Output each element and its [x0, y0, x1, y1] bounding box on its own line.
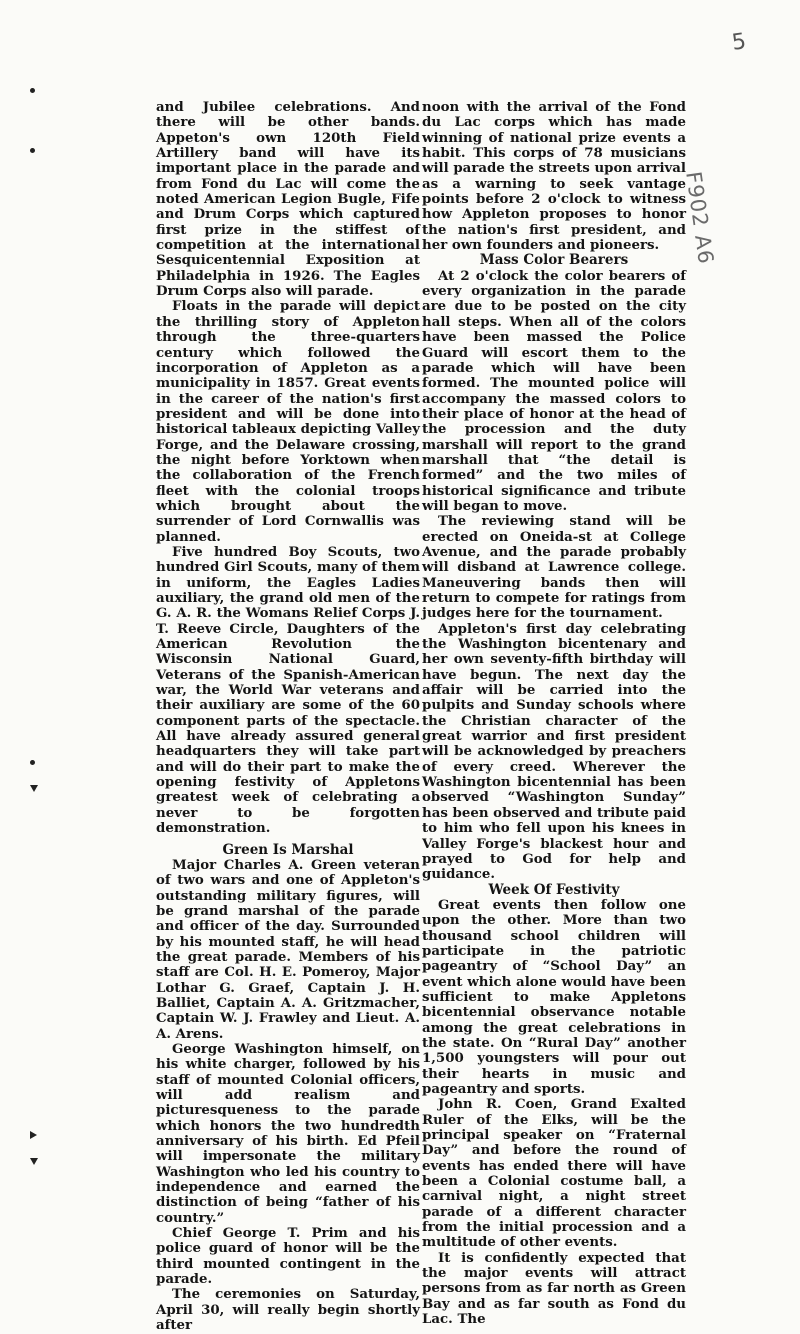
paragraph-first-day: Appleton's first day celebrating the Washington bicentenary and her own seventy-fifth birthday will have begun. The next day the affair will be carried into the pulpits and Sunday schools where the Christian character of the great warrior and first president will be acknowledged by preachers of every creed. Wherever the Washington bicentennial has been observed “Washington Sunday” has been observed and tribute paid to him who fell upon his knees in Valley Forge's blackest hour and prayed to God for help and guidance. [422, 620, 686, 883]
paragraph-fond-du-lac-corps: noon with the arrival of the Fond du Lac corps which has made winning of national prize events a habit. This corps of 78 musicians will parade the streets upon arrival as a warning to seek vantage points before 2 o'clock to witness how Appleton proposes to honor the nation's first president, and her own founders and pioneers. [422, 99, 686, 254]
page-number: 5 [730, 29, 748, 56]
heading-mass-color-bearers: Mass Color Bearers [479, 252, 629, 269]
margin-bullet-icon [30, 148, 35, 153]
paragraph-scouts: Five hundred Boy Scouts, two hundred Girl Scouts, many of them in uniform, the Eagles Ladies auxiliary, the grand old men of the G. A. R. the Womans Relief Corps J. T. Reeve Circle, Daughters of the American Revolution the Wisconsin National Guard, Veterans of the Spanish-American war, the World War veterans and their auxiliary are some of the 60 component parts of the spectacle. All have already assured general headquarters they will take part and will do their part to make the opening festivity of Appletons greatest week of celebrating a never to be forgotten demonstration. [156, 543, 420, 837]
right-column [422, 100, 686, 1328]
margin-bullet-icon [30, 88, 35, 93]
margin-triangle-down-icon [30, 785, 38, 792]
paragraph-color-bearers: At 2 o'clock the color bearers of every organization in the parade are due to be posted on the city hall steps. When all of the colors have been massed the Police Guard will escort them to the parade which will have been formed. The mounted police will accompany the massed colors to their place of honor at the head of the procession and the duty marshall will report to the grand marshall that “the detail is formed” and the two miles of historical significance and tribute will began to move. [422, 267, 686, 514]
paragraph-ceremonies: The ceremonies on Saturday, April 30, will really begin shortly after [156, 1286, 420, 1334]
heading-green-is-marshal: Green Is Marshal [222, 841, 354, 858]
margin-triangle-right-icon [30, 1131, 37, 1139]
paragraph-great-events: Great events then follow one upon the other. More than two thousand school children will participate in the patriotic pageantry of “School Day” an event which alone would have been sufficient to make Appletons bicentennial observance notable among the great celebrations in the state. On “Rural Day” another 1,500 youngsters will pour out their hearts in music and pageantry and sports. [422, 896, 686, 1097]
paragraph-george-washington: George Washington himself, on his white charger, followed by his staff of mounted Colonial officers, will add realism and picturesqueness to the parade which honors the two hundredth anniversary of his birth. Ed Pfeil will impersonate the military Washington who led his country to independence and earned the distinction of being “father of his country.” [156, 1040, 420, 1226]
paragraph-confidently-expected: It is confidently expected that the major events will attract persons from as far north as Green Bay and as far south as Fond du Lac. The [422, 1249, 686, 1328]
margin-handwritten-note: F902 A6 [681, 170, 719, 267]
paragraph-bands: and Jubilee celebrations. And there will be other bands. Appeton's own 120th Field Artillery band will have its important place in the parade and from Fond du Lac will come the noted American Legion Bugle, Fife and Drum Corps which captured first prize in the stiffest of competition at the international Sesquicentennial Exposition at Philadelphia in 1926. The Eagles Drum Corps also will parade. [156, 99, 420, 300]
margin-triangle-down-icon [30, 1158, 38, 1165]
paragraph-major-green: Major Charles A. Green veteran of two wars and one of Appleton's outstanding military figures, will be grand marshal of the parade and officer of the day. Surrounded by his mounted staff, he will head the great parade. Members of his staff are Col. H. E. Pomeroy, Major Lothar G. Graef, Captain J. H. Balliet, Captain A. A. Gritzmacher, Captain W. J. Frawley and Lieut. A. A. Arens. [156, 856, 420, 1042]
paragraph-floats: Floats in the parade will depict the thrilling story of Appleton through the three-quarters century which followed the incorporation of Appleton as a municipality in 1857. Great events in the career of the nation's first president and will be done into historical tableaux depicting Valley Forge, and the Delaware crossing, the night before Yorktown when the collaboration of the French fleet with the colonial troops which brought about the surrender of Lord Cornwallis was planned. [156, 298, 420, 545]
paragraph-john-coen: John R. Coen, Grand Exalted Ruler of the Elks, will be the principal speaker on “Fraternal Day” and before the round of events has ended there will have been a Colonial costume ball, a carnival night, a night street parade of a different character from the initial procession and a multitude of other events. [422, 1096, 686, 1251]
paragraph-chief-prim: Chief George T. Prim and his police guard of honor will be the third mounted contingent in the parade. [156, 1225, 420, 1288]
heading-week-of-festivity: Week Of Festivity [488, 881, 620, 898]
margin-bullet-icon [30, 760, 35, 765]
left-column [156, 100, 420, 1334]
paragraph-reviewing-stand: The reviewing stand will be erected on Oneida-st at College Avenue, and the parade probably will disband at Lawrence college. Maneuvering bands then will return to compete for ratings from judges here for the tournament. [422, 513, 686, 622]
